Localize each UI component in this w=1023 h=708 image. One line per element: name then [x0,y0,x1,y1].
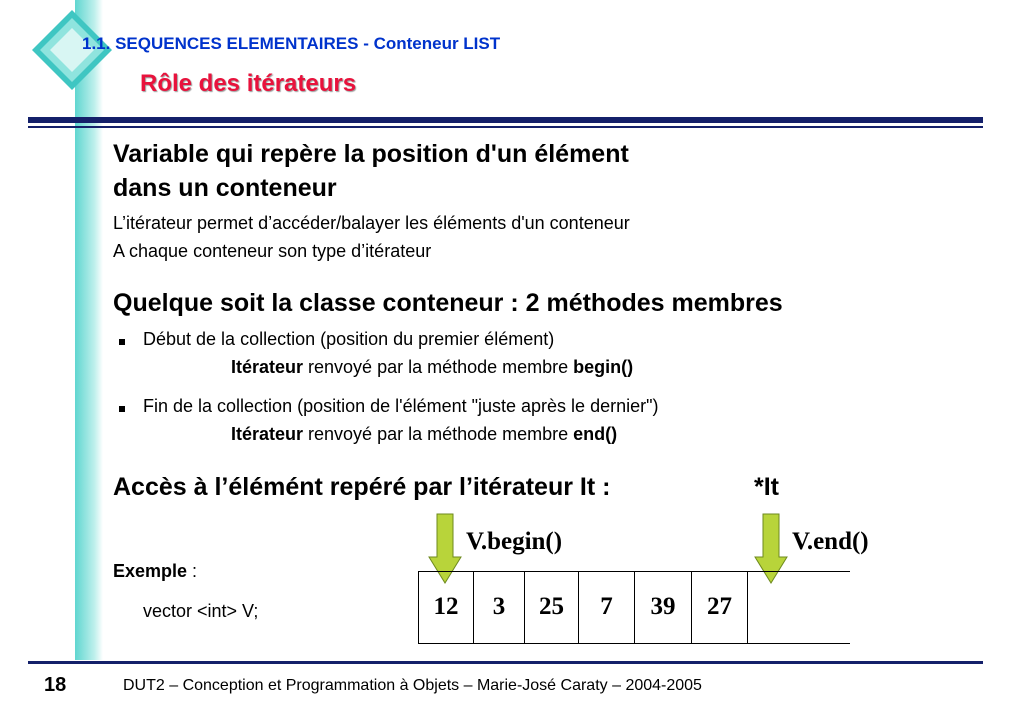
page-title: Rôle des itérateurs [140,70,357,97]
example-label [113,561,197,582]
deref-expression: *It [754,473,779,501]
vector-element: 39 [650,593,676,620]
subtext-middle: renvoyé par la méthode membre [303,424,574,444]
vector-element: 12 [433,593,459,620]
example-colon: : [187,561,198,581]
vector-element: 27 [707,593,732,620]
keyword-end: end() [573,424,618,444]
page-number: 18 [44,674,67,696]
example-keyword: Exemple [113,561,188,581]
keyword-iterateur: Itérateur [231,357,304,377]
bullet-text: Fin de la collection (position de l'élément "juste après le dernier") [143,396,659,416]
text-line: A chaque conteneur son type d’itérateur [113,241,432,261]
code-declaration: vector <int> V; [143,601,259,621]
keyword-begin: begin() [573,357,634,377]
vector-element: 25 [539,593,564,620]
header-rule-thin [28,126,983,128]
vector-container [418,571,850,644]
footer-text: DUT2 – Conception et Programmation à Objets – Marie-José Caraty – 2004-2005 [123,677,702,694]
section-subtitle: 1.1. SEQUENCES ELEMENTAIRES - Conteneur LIST [82,34,501,53]
vector-element: 7 [600,593,613,620]
footer-rule [28,661,983,664]
cell-divider [747,571,748,644]
vector-element: 3 [492,593,506,620]
bullet-text: Début de la collection (position du premier élément) [143,329,555,349]
left-accent-bar [75,0,103,660]
begin-label: V.begin() [466,528,563,555]
keyword-iterateur: Itérateur [231,424,304,444]
end-label: V.end() [792,528,869,555]
heading-access: Accès à l’élémént repéré par l’itérateur It : [113,473,611,501]
heading-variable-line2: dans un conteneur [113,174,337,202]
subtext-middle: renvoyé par la méthode membre [303,357,574,377]
heading-variable: Variable qui repère la position d'un élément [113,140,629,168]
bullet-subtext [231,357,633,378]
text-line: L’itérateur permet d’accéder/balayer les éléments d'un conteneur [113,213,630,233]
heading-methods: Quelque soit la classe conteneur : 2 méthodes membres [113,289,783,317]
header-rule-thick [28,117,983,123]
bullet-icon [119,406,125,412]
bullet-icon [119,339,125,345]
bullet-subtext [231,424,617,445]
